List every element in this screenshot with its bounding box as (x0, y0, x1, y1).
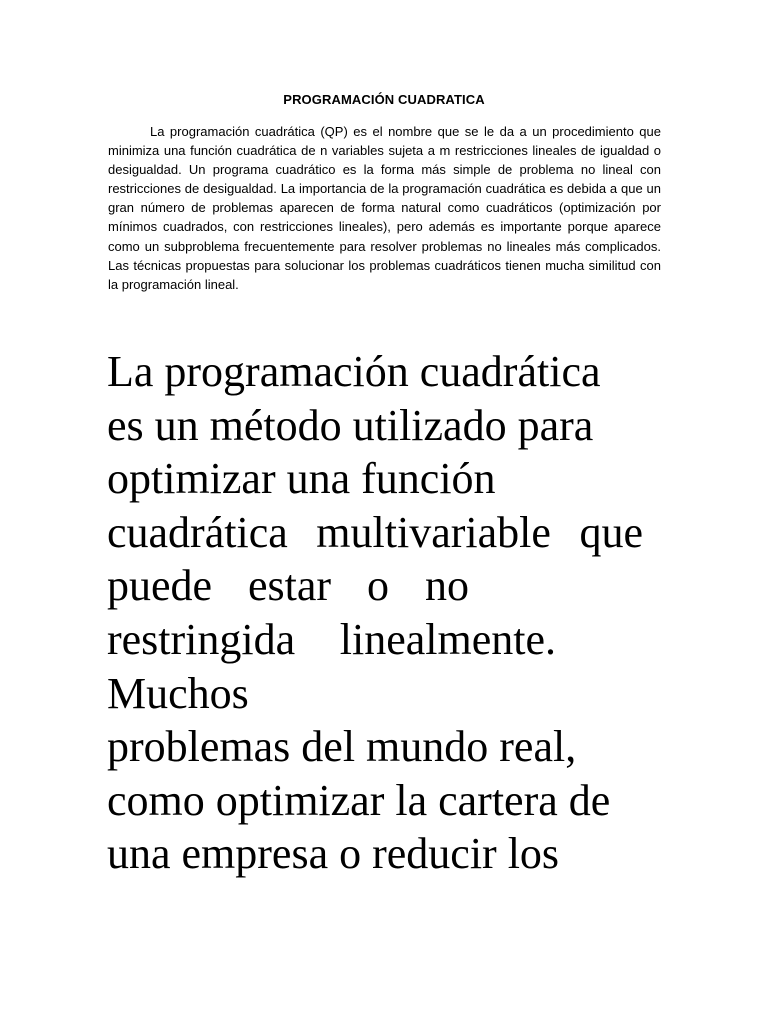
document-title: PROGRAMACIÓN CUADRATICA (283, 92, 485, 107)
large-text-line: problemas del mundo real, (107, 722, 577, 772)
large-text-line: es un método utilizado para (107, 400, 594, 450)
large-text-line: La programación cuadrática (107, 347, 601, 396)
large-text-line: como optimizar la cartera de (107, 775, 611, 825)
large-text-block (107, 345, 652, 881)
intro-paragraph: La programación cuadrática (QP) es el nombre que se le da a un procedimiento que minimiza una función cuadrática de n variables sujeta a m restricciones lineales de igualdad o desigualdad. Un programa cuadrático es la forma más simple de problema no lineal con restricciones de desigualdad. La importancia de la programación cuadrática es debida a que un gran número de problemas aparecen de forma natural como cuadráticos (optimización por mínimos cuadrados, con restricciones lineales), pero además es importante porque aparece como un subproblema frecuentemente para resolver problemas no lineales más complicados. Las técnicas propuestas para solucionar los problemas cuadráticos tienen mucha similitud con la programación lineal. (108, 124, 661, 292)
large-text-line: optimizar una función (107, 454, 496, 504)
large-text-line: restringida linealmente. (107, 614, 556, 664)
large-text-line: puede estar o no (107, 561, 469, 611)
large-text-line: cuadrática multivariable que (107, 507, 643, 557)
large-text-line: una empresa o reducir los (107, 829, 560, 879)
large-text-line: Muchos (107, 668, 249, 718)
